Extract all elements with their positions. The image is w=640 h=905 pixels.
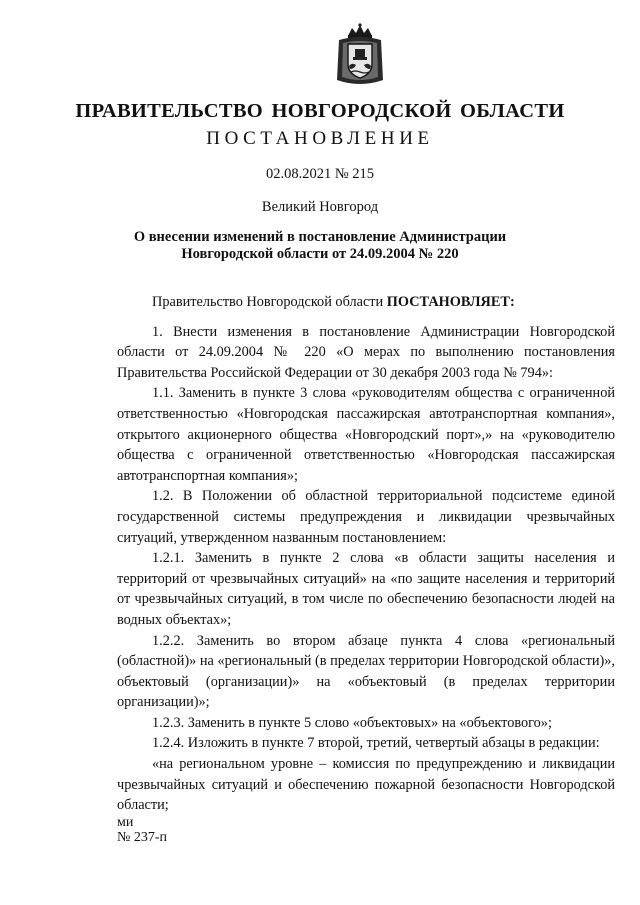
document-body [117, 292, 615, 816]
novgorod-coat-of-arms-icon [334, 22, 386, 88]
paragraph-1-2-4: 1.2.4. Изложить в пункте 7 второй, третий, четвертый абзацы в редакции: [152, 735, 600, 752]
document-type: ПОСТАНОВЛЕНИЕ [206, 128, 434, 149]
footer-initials: ми [117, 815, 134, 830]
intro-paragraph [117, 292, 615, 313]
paragraph-1-2-3: 1.2.3. Заменить в пункте 5 слово «объектовых» на «объектового»; [152, 714, 552, 731]
paragraph-1-2-1: 1.2.1. Заменить в пункте 2 слова «в области защиты населения и территорий от чрезвычайных ситуаций» на «по защите населения и территорий от чрезвычайных ситуаций, в том числе по обеспечению безопасности людей на водных объектах»; [117, 550, 615, 628]
subject-line-2: Новгородской области от 24.09.2004 № 220 [181, 246, 459, 262]
decree-word: ПОСТАНОВЛЯЕТ: [386, 294, 515, 310]
footer-code: № 237-п [117, 830, 168, 845]
paragraph-1-2: 1.2. В Положении об областной территориальной подсистеме единой государственной системы предупреждения и ликвидации чрезвычайных ситуаций, утвержденном названным постановлением: [117, 488, 615, 546]
intro-text: Правительство Новгородской области [152, 294, 387, 310]
date-and-number: 02.08.2021 № 215 [265, 166, 375, 182]
paragraph-1-1: 1.1. Заменить в пункте 3 слова «руководителям общества с ограниченной ответственностью «Новгородская пассажирская автотранспортная компания», открытого акционерного общества «Новгородский порт»,» на «руководителю общества с ограниченной ответственностью «Новгородская пассажирская автотранспортная компания»; [117, 385, 615, 484]
government-name: ПРАВИТЕЛЬСТВО НОВГОРОДСКОЙ ОБЛАСТИ [75, 100, 565, 122]
document-subject [0, 229, 640, 263]
paragraph-1: 1. Внести изменения в постановление Администрации Новгородской области от 24.09.2004 № 220 «О мерах по выполнению постановления Правительства Российской Федерации от 30 декабря 2003 года № 794»: [117, 323, 615, 381]
city-name: Великий Новгород [261, 199, 379, 215]
quoted-paragraph: «на региональном уровне – комиссия по предупреждению и ликвидации чрезвычайных ситуаций и обеспечению пожарной безопасности Новгородской области; [117, 756, 615, 814]
document-footer [117, 815, 167, 845]
subject-line-1: О внесении изменений в постановление Администрации [133, 229, 507, 245]
paragraph-1-2-2: 1.2.2. Заменить во втором абзаце пункта 4 слова «региональный (областной)» на «региональный (в пределах территории Новгородской области)», объектовый (организации)» на «объектовый (в пределах территории организации)»; [117, 632, 615, 711]
